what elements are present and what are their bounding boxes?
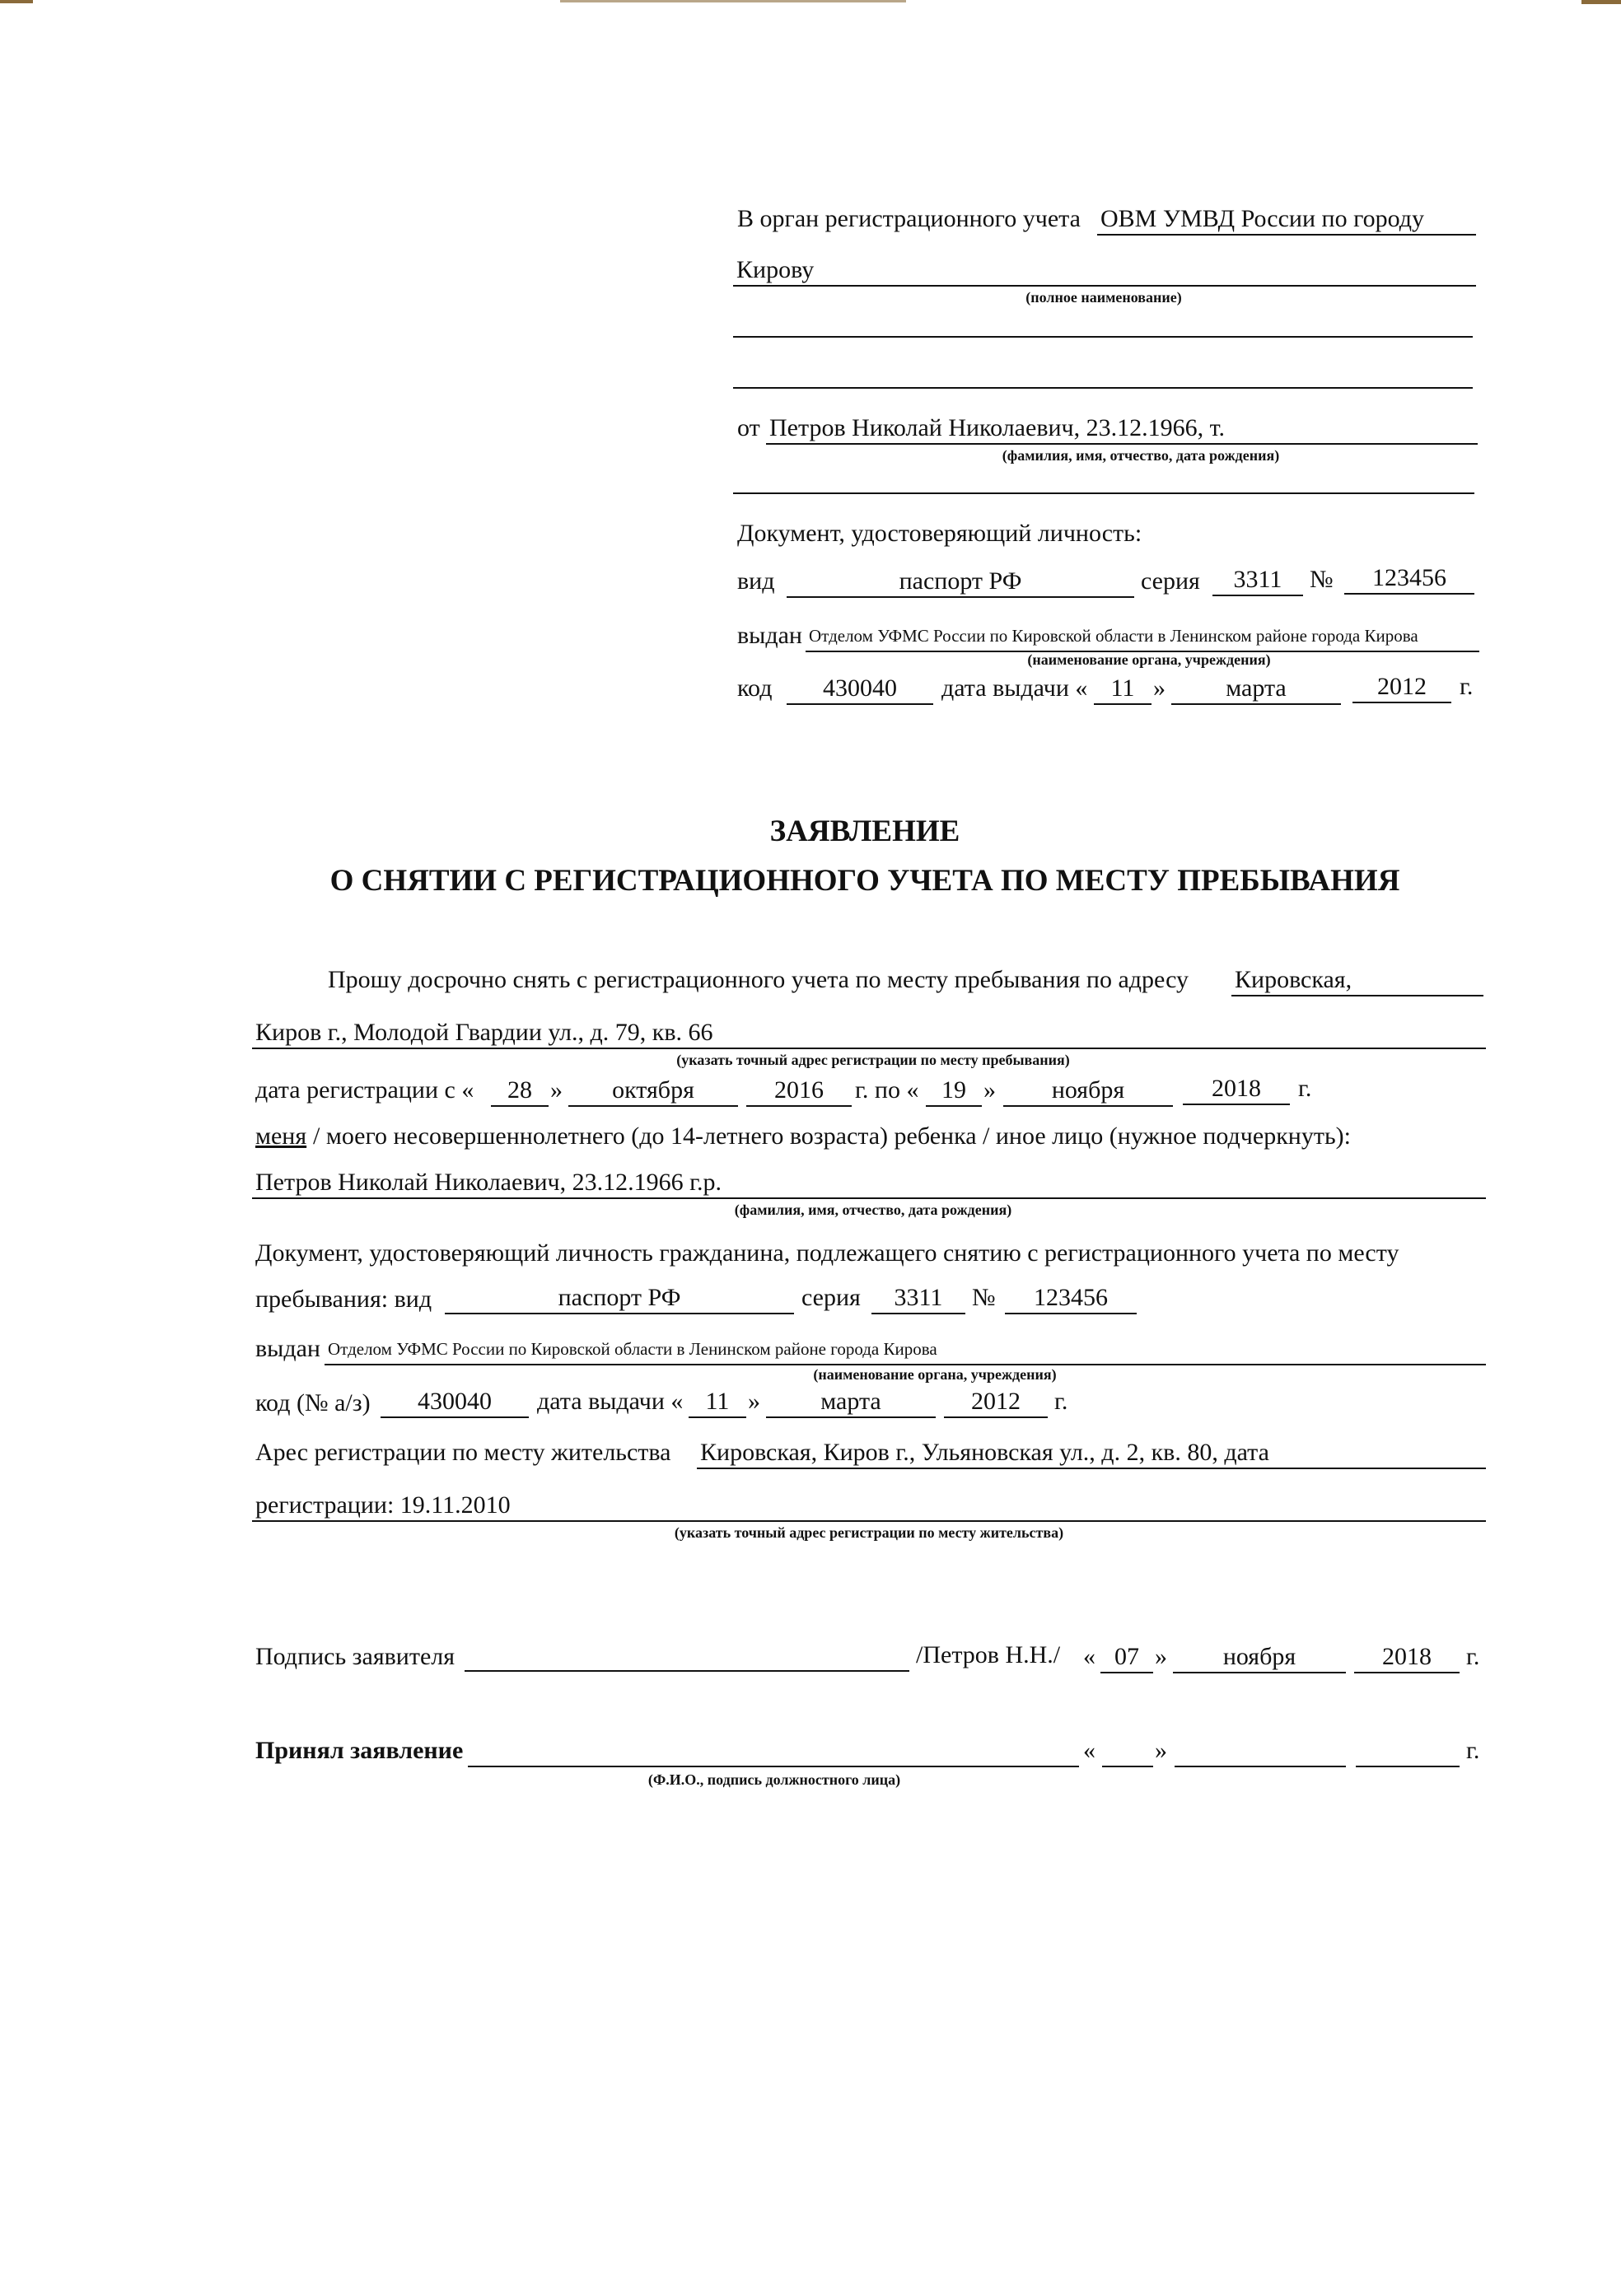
num-field: 123456 (1344, 563, 1474, 595)
applicant-signature-label: Подпись заявителя (255, 1643, 455, 1670)
organ-label: В орган регистрационного учета (737, 205, 1081, 232)
reg-to-month-field: ноября (1003, 1076, 1173, 1107)
document-subtitle: О СНЯТИИ С РЕГИСТРАЦИОННОГО УЧЕТА ПО МЕСТУ ПРЕБЫВАНИЯ (329, 864, 1400, 898)
address-field-part1: Кировская, (1231, 965, 1483, 996)
reg-date-label: дата регистрации с « (255, 1076, 474, 1104)
accepted-day-line (1102, 1766, 1153, 1767)
doc-line2-label: пребывания: вид (255, 1286, 432, 1313)
accepted-month-line (1175, 1766, 1346, 1767)
quote-close: » (550, 1076, 563, 1104)
doc-line1: Документ, удостоверяющий личность гражданина, подлежащего снятию с регистрационного учета по месту (255, 1239, 1399, 1267)
issue-date-label: дата выдачи « (941, 674, 1088, 702)
organ-field-line2: Кирову (733, 255, 1476, 287)
reg-from-month-field: октября (568, 1076, 738, 1107)
issued-label-2: выдан (255, 1335, 320, 1362)
year-suffix: г. (1466, 1643, 1480, 1670)
organ-blank-line (733, 336, 1473, 338)
organ-field-line1: ОВМ УМВД России по городу (1097, 204, 1476, 236)
code-field-2: 430040 (381, 1387, 529, 1418)
accepted-label: Принял заявление (255, 1737, 464, 1764)
quote-close: » (748, 1388, 760, 1415)
seria-label-2: серия (801, 1284, 861, 1311)
residence-caption: (указать точный адрес регистрации по месту жительства) (674, 1524, 1064, 1541)
issued-label: выдан (737, 622, 802, 649)
code-field: 430040 (787, 674, 933, 705)
num-field-2: 123456 (1005, 1283, 1137, 1314)
issue-year-field-2: 2012 (944, 1387, 1048, 1418)
organ-blank-line (733, 387, 1473, 389)
issue-date-label-2: дата выдачи « (537, 1388, 684, 1415)
code-label: код (737, 674, 773, 702)
from-blank-line (733, 492, 1474, 494)
sign-year-field: 2018 (1354, 1642, 1460, 1673)
seria-field: 3311 (1212, 565, 1303, 596)
scan-speck (0, 0, 33, 3)
sign-day-field: 07 (1100, 1642, 1153, 1673)
quote-close: » (1153, 674, 1166, 702)
issue-year-field: 2012 (1352, 672, 1451, 703)
issued-caption-2: (наименование органа, учреждения) (813, 1366, 1057, 1383)
vid-field-2: паспорт РФ (445, 1283, 794, 1314)
num-label: № (1310, 566, 1334, 593)
num-label-2: № (972, 1284, 996, 1311)
residence-label: Арес регистрации по месту жительства (255, 1439, 671, 1466)
issued-field: Отделом УФМС России по Кировской области в Ленинском районе города Кирова (806, 621, 1479, 652)
issue-day-field-2: 11 (689, 1387, 746, 1418)
organ-caption: (полное наименование) (1025, 289, 1182, 306)
quote-close: » (983, 1076, 996, 1104)
issue-month-field: марта (1171, 674, 1341, 705)
from-caption: (фамилия, имя, отчество, дата рождения) (1002, 447, 1280, 464)
person-field: Петров Николай Николаевич, 23.12.1966 г.р. (252, 1168, 1486, 1199)
sign-month-field: ноября (1173, 1642, 1346, 1673)
document-title: ЗАЯВЛЕНИЕ (769, 814, 960, 848)
applicant-name: /Петров Н.Н./ (916, 1641, 1061, 1668)
accepted-quote-close: » (1155, 1737, 1167, 1764)
issue-day-field: 11 (1094, 674, 1152, 705)
reg-to-label: г. по « (855, 1076, 919, 1104)
reg-from-year-field: 2016 (746, 1076, 852, 1107)
year-suffix: г. (1460, 673, 1474, 700)
year-suffix: г. (1298, 1075, 1312, 1102)
issued-field-2: Отделом УФМС России по Кировской области в Ленинском районе города Кирова (325, 1334, 1486, 1365)
accepted-caption: (Ф.И.О., подпись должностного лица) (647, 1771, 901, 1788)
reg-from-day-field: 28 (491, 1076, 549, 1107)
sign-quote-close: » (1155, 1643, 1167, 1670)
accepted-year-line (1356, 1766, 1460, 1767)
code-label-2: код (№ а/з) (255, 1389, 371, 1416)
reg-to-day-field: 19 (926, 1076, 982, 1107)
year-suffix: г. (1466, 1737, 1480, 1764)
residence-field-2: регистрации: 19.11.2010 (252, 1491, 1486, 1522)
vid-label: вид (737, 567, 775, 595)
reg-to-year-field: 2018 (1183, 1074, 1290, 1105)
address-field-part2: Киров г., Молодой Гвардии ул., д. 79, кв. 66 (252, 1018, 1486, 1049)
request-text: Прошу досрочно снять с регистрационного учета по месту пребывания по адресу (328, 966, 1189, 993)
seria-label: серия (1141, 567, 1200, 595)
accepted-quote-open: « (1083, 1737, 1095, 1764)
from-label: от (737, 414, 760, 441)
whom-selected: меня (255, 1122, 307, 1150)
address-caption: (указать точный адрес регистрации по месту пребывания) (676, 1052, 1070, 1068)
whom-options: / моего несовершеннолетнего (до 14-летнего возраста) ребенка / иное лицо (нужное подчеркнуть): (313, 1122, 1351, 1150)
issue-month-field-2: марта (766, 1387, 936, 1418)
doc-heading: Документ, удостоверяющий личность: (737, 520, 1142, 547)
issued-caption: (наименование органа, учреждения) (1027, 651, 1271, 668)
from-field: Петров Николай Николаевич, 23.12.1966, т. (766, 413, 1478, 445)
scan-speck (1581, 0, 1621, 4)
sign-quote-open: « (1083, 1643, 1095, 1670)
seria-field-2: 3311 (871, 1283, 965, 1314)
residence-field-1: Кировская, Киров г., Ульяновская ул., д. 2, кв. 80, дата (697, 1438, 1486, 1469)
year-suffix: г. (1054, 1388, 1068, 1415)
accepted-signature-line (468, 1766, 1079, 1767)
applicant-signature-line (465, 1670, 909, 1672)
vid-field: паспорт РФ (787, 567, 1134, 598)
scan-speck (560, 0, 906, 2)
person-caption: (фамилия, имя, отчество, дата рождения) (734, 1202, 1012, 1218)
